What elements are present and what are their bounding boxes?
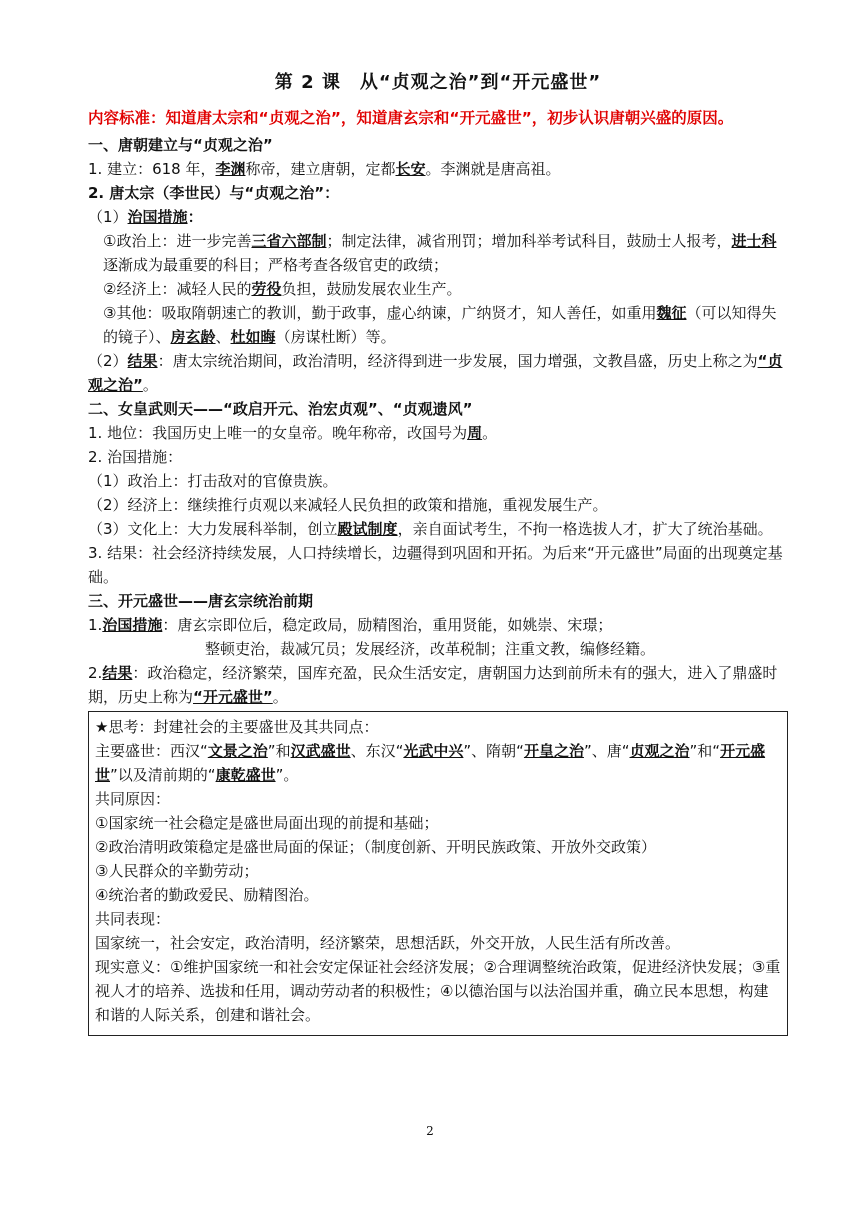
key-term: 长安 (395, 160, 426, 178)
text: ①政治上：进一步完善 (103, 232, 252, 250)
text: （可以知得失的镜子）、 (103, 304, 777, 346)
paragraph (88, 661, 788, 709)
think-box (88, 711, 788, 1036)
paragraph: 现实意义：①维护国家统一和社会安定保证社会经济发展；②合理调整统治政策，促进经济快发展；③重视人才的培养、选拔和任用，调动劳动者的积极性；④以德治国与以法治国并重，确立民本思想，构建和谐的人际关系，创建和谐社会。 (95, 958, 781, 1024)
text: 1. 地位：我国历史上唯一的女皇帝。晚年称帝，改国号为 (88, 424, 468, 442)
text: 1. (88, 616, 103, 634)
text: ：政治稳定，经济繁荣，国库充盈，民众生活安定，唐朝国力达到前所未有的强大，进入了鼎盛时期，历史上称为 (88, 664, 778, 706)
key-term: 周 (467, 424, 483, 442)
section-heading-3: 三、开元盛世——唐玄宗统治前期 (88, 592, 314, 610)
key-term: “贞观之治” (88, 352, 783, 394)
key-term: 房玄龄 (170, 328, 216, 346)
content-standard: 内容标准：知道唐太宗和“贞观之治”，知道唐玄宗和“开元盛世”，初步认识唐朝兴盛的原因。 (88, 109, 734, 127)
paragraph: ④统治者的勤政爱民、励精图治。 (95, 886, 319, 904)
paragraph (88, 157, 788, 181)
paragraph: 共同表现： (95, 910, 171, 928)
paragraph (88, 229, 788, 277)
paragraph: ③人民群众的辛勤劳动； (95, 862, 259, 880)
paragraph: （2）经济上：继续推行贞观以来减轻人民负担的政策和措施，重视发展生产。 (88, 496, 608, 514)
paragraph: ②政治清明政策稳定是盛世局面的保证；（制度创新、开明民族政策、开放外交政策） (95, 838, 656, 856)
text: ”和 (267, 742, 291, 760)
key-term: 治国措施 (127, 208, 188, 226)
paragraph (88, 301, 788, 349)
key-term: 三省六部制 (251, 232, 327, 250)
paragraph (88, 277, 788, 301)
text: 称帝，建立唐朝，定都 (245, 160, 396, 178)
paragraph: ①国家统一社会稳定是盛世局面出现的前提和基础； (95, 814, 439, 832)
page-number: 2 (426, 1124, 434, 1138)
box-heading: ★思考：封建社会的主要盛世及其共同点： (95, 718, 379, 736)
text: ”和“ (689, 742, 721, 760)
text: ②经济上：减轻人民的 (103, 280, 252, 298)
text: ，亲自面试考生，不拘一格选拔人才，扩大了统治基础。 (397, 520, 773, 538)
key-term: 进士科 (731, 232, 777, 250)
key-term: 杜如晦 (230, 328, 276, 346)
paragraph (88, 517, 788, 541)
text: 。 (482, 424, 498, 442)
paragraph: 整顿吏治，裁减冗员；发展经济，改革税制；注重文教，编修经籍。 (205, 640, 656, 658)
key-term: 劳役 (251, 280, 282, 298)
text: 逐渐成为最重要的科目；严格考查各级官吏的政绩； (103, 256, 449, 274)
text: 。李渊就是唐高祖。 (425, 160, 561, 178)
key-term: 治国措施 (102, 616, 163, 634)
paragraph: （1）政治上：打击敌对的官僚贵族。 (88, 472, 338, 490)
text: 。 (142, 376, 158, 394)
paragraph (88, 421, 788, 445)
text: ③其他：吸取隋朝速亡的教训，勤于政事，虚心纳谏，广纳贤才，知人善任，如重用 (103, 304, 657, 322)
paragraph: 共同原因： (95, 790, 171, 808)
text: ：唐太宗统治期间，政治清明，经济得到进一步发展，国力增强，文教昌盛，历史上称之为 (157, 352, 758, 370)
paragraph (88, 349, 788, 397)
key-term: 结果 (127, 352, 158, 370)
paragraph: 3. 结果：社会经济持续发展，人口持续增长，边疆得到巩固和开拓。为后来“开元盛世”局面的出现奠定基础。 (88, 544, 783, 586)
text: 主要盛世：西汉“ (95, 742, 208, 760)
paragraph (88, 205, 788, 229)
section-heading-2: 二、女皇武则天——“政启开元、治宏贞观”、“贞观遗风” (88, 400, 473, 418)
paragraph: 国家统一，社会安定，政治清明，经济繁荣，思想活跃，外交开放，人民生活有所改善。 (95, 934, 681, 952)
key-term: 开皇之治 (523, 742, 584, 760)
key-term: “开元盛世” (193, 688, 273, 706)
paragraph: 2. 治国措施： (88, 448, 183, 466)
text: ”。 (275, 766, 299, 784)
text: 1. 建立：618 年， (88, 160, 216, 178)
text: ；制定法律，减省刑罚；增加科举考试科目，鼓励士人报考， (326, 232, 732, 250)
key-term: 贞观之治 (629, 742, 690, 760)
text: 、东汉“ (350, 742, 404, 760)
text: 、 (215, 328, 231, 346)
text: （1） (88, 208, 128, 226)
section-heading-1: 一、唐朝建立与“贞观之治” (88, 136, 273, 154)
subheading: 2. 唐太宗（李世民）与“贞观之治”： (88, 184, 340, 202)
key-term: 结果 (102, 664, 133, 682)
key-term: 文景之治 (207, 742, 268, 760)
text: （3）文化上：大力发展科举制，创立 (88, 520, 338, 538)
key-term: 殿试制度 (337, 520, 398, 538)
page-title: 第 2 课 从“贞观之治”到“开元盛世” (274, 72, 602, 93)
paragraph (88, 613, 788, 637)
paragraph (95, 739, 781, 787)
key-term: 汉武盛世 (290, 742, 351, 760)
key-term: 魏征 (656, 304, 687, 322)
text: ：唐玄宗即位后，稳定政局，励精图治，重用贤能，如姚崇、宋璟； (162, 616, 613, 634)
text: 。 (272, 688, 288, 706)
key-term: 光武中兴 (403, 742, 464, 760)
key-term: 李渊 (215, 160, 246, 178)
key-term: 开元盛世 (95, 742, 766, 784)
text: ”以及清前期的“ (110, 766, 216, 784)
text: 2. (88, 664, 103, 682)
text: （2） (88, 352, 128, 370)
text: ”、唐“ (583, 742, 630, 760)
text: ”、隋朝“ (463, 742, 524, 760)
text: ： (187, 208, 203, 226)
key-term: 康乾盛世 (215, 766, 276, 784)
text: 负担，鼓励发展农业生产。 (281, 280, 462, 298)
text: （房谋杜断）等。 (275, 328, 396, 346)
document-page (88, 62, 788, 1036)
